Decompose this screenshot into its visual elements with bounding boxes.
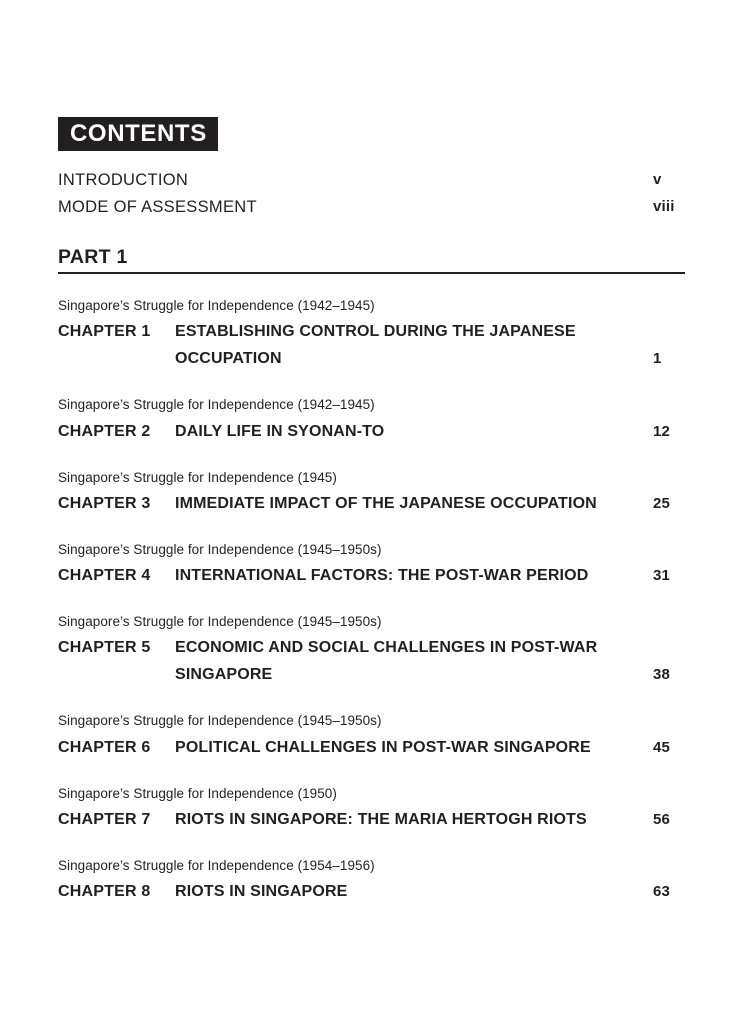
- chapter-title-line: ESTABLISHING CONTROL DURING THE JAPANESE: [175, 323, 576, 341]
- list-item[interactable]: [58, 612, 685, 688]
- chapter-title: [175, 806, 645, 833]
- chapter-number-label: CHAPTER 1: [58, 323, 151, 341]
- chapter-context-label: Singapore’s Struggle for Independence (1942–1945): [58, 397, 375, 413]
- chapter-page-number: 31: [653, 567, 671, 584]
- chapter-number-label: CHAPTER 4: [58, 567, 151, 584]
- chapter-title-line: ECONOMIC AND SOCIAL CHALLENGES IN POST-WAR: [175, 639, 598, 657]
- chapter-title-line: RIOTS IN SINGAPORE: [175, 883, 348, 900]
- contents-heading-badge: [58, 117, 218, 151]
- chapter-title-line: DAILY LIFE IN SYONAN-TO: [175, 422, 385, 440]
- chapter-context-label: Singapore’s Struggle for Independence (1945–1950s): [58, 713, 382, 729]
- chapter-context-label: Singapore’s Struggle for Independence (1945–1950s): [58, 614, 382, 629]
- chapter-title: [175, 734, 645, 761]
- chapter-page-number: 56: [653, 810, 671, 828]
- chapter-main-row: [58, 318, 685, 372]
- chapter-title-line: IMMEDIATE IMPACT OF THE JAPANESE OCCUPATION: [175, 494, 597, 512]
- list-item[interactable]: [58, 395, 685, 444]
- chapter-title: [175, 318, 645, 372]
- front-matter-row[interactable]: [58, 171, 685, 198]
- front-matter-row[interactable]: [58, 198, 685, 225]
- front-matter-list: [58, 171, 685, 225]
- chapter-title-line: SINGAPORE: [175, 666, 273, 684]
- chapter-page-number: 25: [653, 494, 671, 512]
- chapter-number-label: CHAPTER 6: [58, 738, 151, 756]
- chapter-number-label: CHAPTER 5: [58, 639, 151, 657]
- list-item[interactable]: [58, 468, 685, 517]
- part-divider-rule: [58, 272, 685, 274]
- list-item[interactable]: [58, 540, 685, 589]
- chapter-number-label: CHAPTER 2: [58, 422, 151, 440]
- chapter-main-row: [58, 418, 685, 445]
- chapter-title: [175, 634, 645, 688]
- chapter-number-label: CHAPTER 7: [58, 810, 151, 828]
- list-item[interactable]: [58, 711, 685, 760]
- chapter-title-line: RIOTS IN SINGAPORE: THE MARIA HERTOGH RIOTS: [175, 810, 587, 828]
- chapter-title: [175, 490, 645, 517]
- chapter-title-line: OCCUPATION: [175, 350, 282, 368]
- chapter-number-label: CHAPTER 8: [58, 883, 151, 900]
- chapter-main-row: [58, 490, 685, 517]
- chapter-context-label: Singapore’s Struggle for Independence (1942–1945): [58, 298, 375, 313]
- chapter-page-number: 12: [653, 422, 671, 440]
- chapter-context-label: Singapore’s Struggle for Independence (1954–1956): [58, 857, 375, 873]
- chapter-main-row: [58, 734, 685, 761]
- chapter-title: [175, 878, 645, 905]
- part-heading: [58, 246, 685, 274]
- chapter-main-row: [58, 562, 685, 589]
- chapter-main-row: [58, 806, 685, 833]
- chapter-title-line: POLITICAL CHALLENGES IN POST-WAR SINGAPORE: [175, 738, 591, 756]
- chapter-main-row: [58, 878, 685, 905]
- list-item[interactable]: [58, 856, 685, 905]
- chapter-title: [175, 418, 645, 445]
- chapter-page-number: 1: [653, 350, 662, 368]
- chapter-title-line: INTERNATIONAL FACTORS: THE POST-WAR PERIOD: [175, 567, 589, 584]
- front-matter-page-number: viii: [653, 198, 675, 215]
- front-matter-label: INTRODUCTION: [58, 171, 189, 189]
- part-title: PART 1: [58, 246, 128, 268]
- chapter-page-number: 45: [653, 738, 671, 756]
- list-item[interactable]: [58, 784, 685, 833]
- front-matter-label: MODE OF ASSESSMENT: [58, 198, 257, 216]
- chapter-main-row: [58, 634, 685, 688]
- chapter-page-number: 63: [653, 883, 671, 900]
- chapter-context-label: Singapore’s Struggle for Independence (1945): [58, 469, 337, 485]
- list-item[interactable]: [58, 296, 685, 372]
- chapter-number-label: CHAPTER 3: [58, 494, 151, 512]
- chapter-list: [58, 296, 685, 928]
- chapter-context-label: Singapore’s Struggle for Independence (1950): [58, 785, 337, 801]
- chapter-title: [175, 562, 645, 589]
- chapter-context-label: Singapore’s Struggle for Independence (1945–1950s): [58, 541, 382, 557]
- front-matter-page-number: v: [653, 171, 662, 188]
- page-title: CONTENTS: [70, 120, 207, 147]
- chapter-page-number: 38: [653, 666, 671, 684]
